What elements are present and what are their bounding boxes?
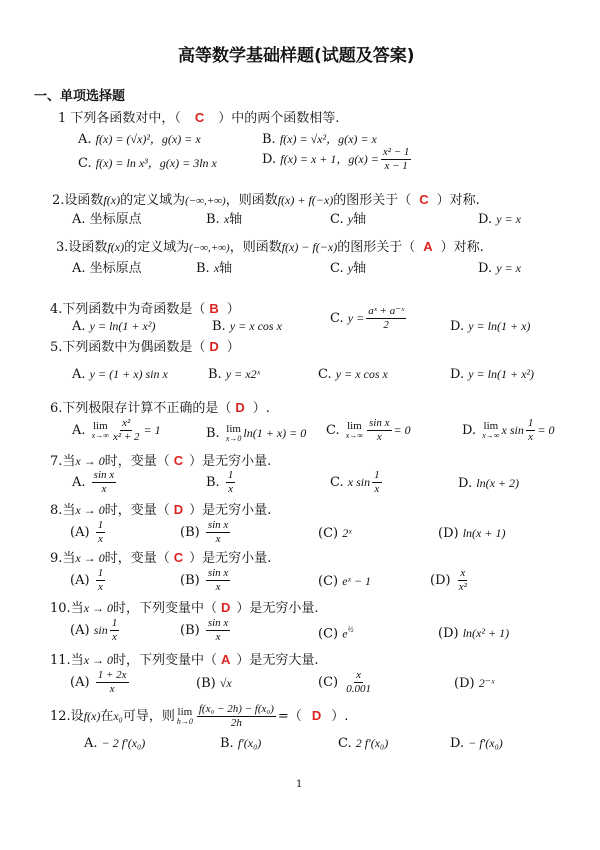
q7-option-c: C. x sin $\frac{1}{x}$	[330, 469, 380, 495]
q4-answer: B	[209, 301, 219, 316]
q6-option-c: C. lim x→∞ $\frac{\text{sin x}}{x}$ = 0	[326, 417, 411, 443]
q8-answer: D	[173, 502, 184, 517]
q6-option-a: A. lim x→∞ $\frac{\text{x²}}{\text{x² + 2}}$ = 1	[72, 417, 161, 443]
q8-option-b: (B) $\frac{\text{sin x}}{x}$	[180, 519, 229, 545]
q7-option-b: B. $\frac{1}{x}$	[206, 469, 234, 495]
q9-answer: C	[173, 550, 184, 565]
q10-option-d: (D) ln(x² + 1)	[438, 626, 510, 641]
q8-option-a: (A) $\frac{1}{x}$	[70, 519, 104, 545]
q4-option-b: B. y = x cos x	[212, 319, 282, 334]
q12-answer: D	[311, 708, 322, 723]
q3-option-b: B. x轴	[196, 261, 233, 276]
q7-option-d: D. ln(x + 2)	[458, 476, 519, 491]
q9-option-a: (A) $\frac{1}{x}$	[70, 567, 104, 593]
q2-answer: C	[419, 192, 429, 207]
q4-option-c: C. y = $\frac{\text{aˣ + a⁻ˣ}}{2}$	[330, 305, 405, 331]
q2-option-d: D. y = x	[478, 212, 521, 227]
q6-option-b: B. lim x→0 ln(1 + x) = 0	[206, 423, 307, 443]
q9-option-c: (C) eˣ − 1	[318, 574, 372, 589]
q8-option-c: (C) 2ˣ	[318, 526, 352, 541]
q7-option-a: A. $\frac{\text{sin x}}{x}$	[72, 469, 115, 495]
q6-answer: D	[235, 400, 245, 415]
q7-answer: C	[173, 453, 184, 468]
q2-option-a: A. 坐标原点	[72, 212, 142, 227]
q9-option-d: (D) $\frac{x}{\text{x²}}$	[430, 567, 467, 593]
q6-option-d: D. lim x→∞ x sin $\frac{1}{x}$ = 0	[462, 417, 555, 443]
q12-option-b: B. f′(x₀)	[220, 736, 262, 751]
section-heading: 一、单项选择题	[34, 89, 126, 104]
q3-option-c: C. y轴	[330, 261, 367, 276]
q1-option-d: D. f(x) = x + 1，g(x) = $\frac{\text{x² − 1}}{x - 1}$	[262, 146, 410, 172]
q5-answer: D	[209, 339, 219, 354]
q1-stem: 1 下列各函数对中，（	[58, 111, 181, 126]
q12-option-c: C. 2 f′(x₀)	[338, 736, 389, 751]
q1-answer: C	[194, 110, 205, 125]
q1-option-b: B. f(x) = √x²，g(x) = x	[262, 132, 377, 147]
q10-answer: D	[221, 600, 231, 615]
q12-option-a: A. − 2 f′(x₀)	[84, 736, 146, 751]
q3-answer: A	[423, 239, 433, 254]
page-number: 1	[296, 779, 303, 790]
q11-option-d: (D) 2⁻ˣ	[454, 676, 495, 691]
q11-option-c: (C) $\frac{x}{0.001}$	[318, 669, 371, 695]
q9-option-b: (B) $\frac{\text{sin x}}{x}$	[180, 567, 229, 593]
q1-stem-end: ）中的两个函数相等.	[218, 111, 340, 126]
q11-option-a: (A) $\frac{1 + 2x}{x}$	[70, 669, 127, 695]
page-title: 高等数学基础样题(试题及答案)	[178, 46, 415, 66]
q3-option-d: D. y = x	[478, 261, 521, 276]
q1-option-c: C. f(x) = ln x³，g(x) = 3ln x	[78, 156, 217, 171]
q11-option-b: (B) √x	[196, 676, 232, 691]
q1-option-a: A. f(x) = (√x)²，g(x) = x	[78, 132, 201, 147]
q5-option-c: C. y = x cos x	[318, 367, 388, 382]
q2-option-c: C. y轴	[330, 212, 367, 227]
q8-option-d: (D) ln(x + 1)	[438, 526, 506, 541]
q10-option-a: (A) sin $\frac{1}{x}$	[70, 617, 118, 643]
q5-option-a: A. y = (1 + x) sin x	[72, 367, 168, 382]
q12-option-d: D. − f′(x₀)	[450, 736, 503, 751]
q2-option-b: B. x轴	[206, 212, 243, 227]
q4-option-a: A. y = ln(1 + x²)	[72, 319, 156, 334]
q10-option-b: (B) $\frac{\text{sin x}}{x}$	[180, 617, 229, 643]
q5-option-b: B. y = x2ˣ	[208, 367, 260, 382]
q4-option-d: D. y = ln(1 + x)	[450, 319, 531, 334]
q5-option-d: D. y = ln(1 + x²)	[450, 367, 535, 382]
q3-option-a: A. 坐标原点	[72, 261, 142, 276]
q10-option-c: (C) $e^{\frac{1}{2}}$	[318, 625, 354, 642]
q11-answer: A	[221, 652, 231, 667]
